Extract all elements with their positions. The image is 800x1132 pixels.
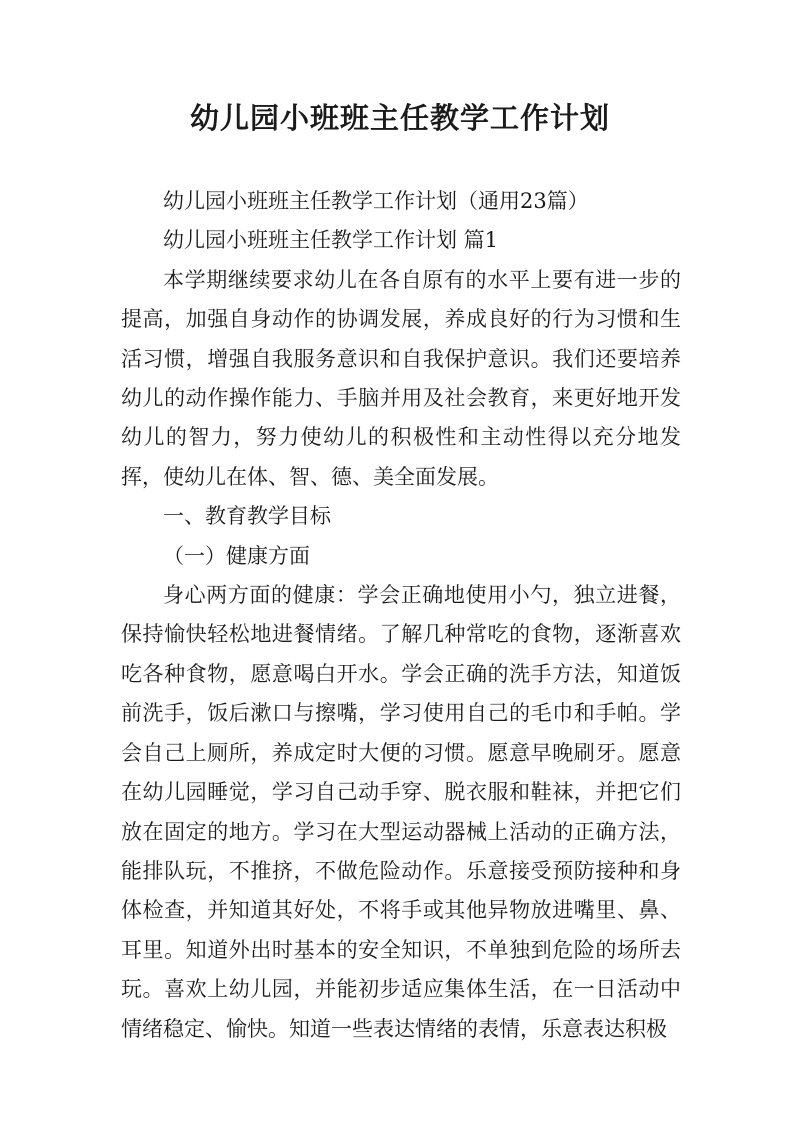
health-heading: （一）健康方面 <box>163 543 310 568</box>
document-title: 幼儿园小班班主任教学工作计划 <box>189 101 610 135</box>
section-heading: 幼儿园小班班主任教学工作计划 篇1 <box>163 228 499 253</box>
objectives-heading: 一、教育教学目标 <box>163 504 331 529</box>
subtitle-paragraph: 幼儿园小班班主任教学工作计划（通用23篇） <box>163 189 589 213</box>
health-paragraph: 身心两方面的健康：学会正确地使用小勺，独立进餐，保持愉快轻松地进餐情绪。了解几种常吃的食物，逐渐喜欢吃各种食物，愿意喝白开水。学会正确的洗手方法，知道饭前洗手，饭后漱口与擦嘴，学习使用自己的毛巾和手帕。学会自己上厕所，养成定时大便的习惯。愿意早晚刷牙。愿意在幼儿园睡觉，学习自己动手穿、脱衣服和鞋袜，并把它们放在固定的地方。学习在大型运动器械上活动的正确方法，能排队玩，不推挤，不做危险动作。乐意接受预防接种和身体检查，并知道其好处，不将手或其他异物放进嘴里、鼻、耳里。知道外出时基本的安全知识，不单独到危险的场所去玩。喜欢上幼儿园，并能初步适应集体生活，在一日活动中情绪稳定、愉快。知道一些表达情绪的表情，乐意表达积极 <box>121 583 681 1041</box>
intro-paragraph: 本学期继续要求幼儿在各自原有的水平上要有进一步的提高，加强自身动作的协调发展，养成良好的行为习惯和生活习惯，增强自我服务意识和自我保护意识。我们还要培养幼儿的动作操作能力、手脑并用及社会教育，来更好地开发幼儿的智力，努力使幼儿的积极性和主动性得以充分地发挥，使幼儿在体、智、德、美全面发展。 <box>121 267 681 489</box>
document-body <box>121 182 681 1049</box>
